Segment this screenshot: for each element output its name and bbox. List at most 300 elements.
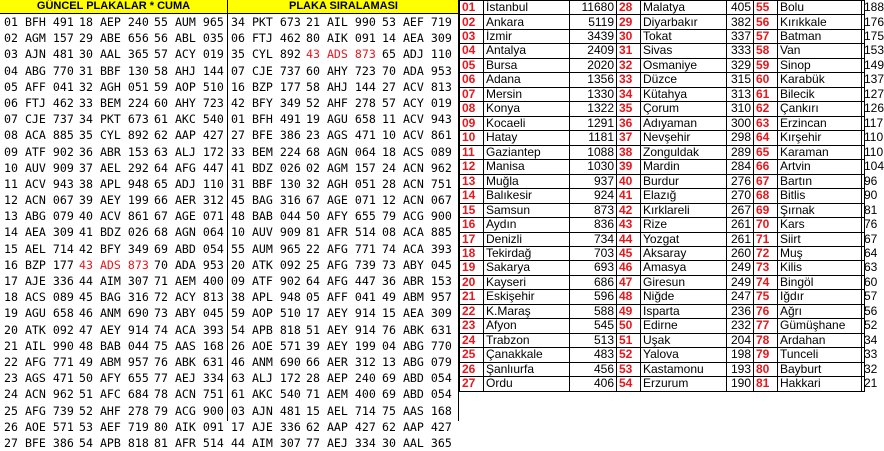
city-name: Konya [484,102,570,116]
plate-entry: 77 AEJ 334 [154,371,224,386]
plate-entry: 32 AGH 051 [79,79,149,94]
plate-entry: 18 AEP 240 [79,15,149,29]
city-count: 193 [727,362,754,376]
ranking-row [460,275,865,289]
city-count: 284 [727,160,754,174]
rank-number: 02 [460,15,484,29]
plate-entry: 11 ACV 943 [4,176,74,191]
rank-number: 32 [617,58,641,72]
city-name: Muğla [484,174,570,188]
plate-entry: 43 ADS 873 [79,257,149,272]
rank-number: 05 [460,58,484,72]
city-name: Denizli [484,232,570,246]
rank-number: 28 [617,1,641,15]
rank-number: 74 [754,275,778,289]
plate-entry: 33 BEM 224 [231,144,301,159]
plate-entry: 50 AFY 655 [306,209,376,224]
plate-entry: 02 AGM 157 [4,31,74,46]
plate-entry: 18 ACS 089 [382,144,452,159]
rank-number: 30 [617,29,641,43]
plate-entry: 65 ADJ 110 [382,47,452,62]
city-count: 67 [862,232,865,246]
current-plates-title: GÜNCEL PLAKALAR * CUMA [0,0,227,14]
city-count: 406 [570,377,617,391]
city-name: Eskişehir [484,290,570,304]
rank-number: 78 [754,333,778,347]
plate-entry: 70 ADA 953 [154,257,224,272]
rank-number: 29 [617,15,641,29]
plate-entry: 54 APB 818 [231,322,301,337]
city-count: 236 [727,304,754,318]
rank-number: 27 [460,377,484,391]
city-count: 329 [727,58,754,72]
city-count: 57 [862,290,865,304]
rank-number: 81 [754,377,778,391]
city-name: Muş [778,246,862,260]
city-count: 836 [570,218,617,232]
plate-entry: 23 AGS 471 [4,371,74,386]
plate-entry: 57 ACY 019 [154,47,224,62]
city-name: Yozgat [641,232,727,246]
rank-number: 17 [460,232,484,246]
city-count: 137 [862,73,865,87]
plate-entry: 63 ALJ 172 [231,371,301,386]
plate-entry: 52 AHF 278 [306,95,376,110]
rank-number: 26 [460,362,484,376]
plate-row [0,257,459,273]
rank-number: 23 [460,319,484,333]
rank-number: 55 [754,1,778,15]
rank-number: 31 [617,44,641,58]
city-name: Kocaeli [484,116,570,130]
plate-entry: 42 BFY 349 [231,95,301,110]
plate-entry: 28 AEP 240 [306,371,376,386]
plate-row [0,79,459,95]
plate-entry: 27 BFE 386 [231,128,301,143]
ranking-row [460,304,865,318]
rank-number: 25 [460,348,484,362]
city-count: 126 [862,102,865,116]
city-count: 249 [727,275,754,289]
ranking-row [460,232,865,246]
city-name: Bingöl [778,275,862,289]
city-count: 52 [862,319,865,333]
plate-entry: 44 AIM 307 [231,435,301,450]
rank-number: 44 [617,232,641,246]
rank-number: 04 [460,44,484,58]
city-count: 60 [862,275,865,289]
plate-entry: 01 BFH 491 [4,15,74,29]
rank-number: 14 [460,189,484,203]
rank-number: 64 [754,131,778,145]
plate-entry: 57 ACY 019 [382,95,452,110]
plate-entry: 62 AAP 427 [154,128,224,143]
ranking-row [460,261,865,275]
plate-row [0,63,459,79]
rank-number: 42 [617,203,641,217]
plate-entry: 56 ABL 035 [154,31,224,46]
plate-row [0,403,459,419]
plate-entry: 13 ABG 079 [382,354,452,369]
city-count: 127 [862,87,865,101]
ranking-row [460,362,865,376]
rank-number: 47 [617,275,641,289]
rank-number: 43 [617,218,641,232]
rank-number: 22 [460,304,484,318]
city-count: 937 [570,174,617,188]
plate-entry: 11 ACV 943 [382,112,452,127]
plate-entry: 73 ABY 045 [382,257,452,272]
plate-entry: 24 ACN 962 [4,387,74,402]
plate-entry: 08 ACA 885 [382,225,452,240]
city-name: Şanlıurfa [484,362,570,376]
plate-entry: 06 FTJ 462 [231,31,301,46]
city-count: 5119 [570,15,617,29]
plate-entry: 31 BBF 130 [231,176,301,191]
plate-row [0,241,459,257]
city-count: 33 [862,348,865,362]
plate-entry: 80 AIK 091 [306,31,376,46]
city-name: Amasya [641,261,727,275]
rank-number: 46 [617,261,641,275]
rank-number: 80 [754,362,778,376]
plate-entry: 80 AIK 091 [154,419,224,434]
plate-entry: 39 AEY 199 [79,193,149,208]
plate-entry: 74 ACA 393 [154,322,224,337]
city-count: 149 [862,58,865,72]
city-count: 261 [727,218,754,232]
rank-number: 57 [754,29,778,43]
city-name: Hatay [484,131,570,145]
plate-entry: 79 ACG 900 [382,209,452,224]
ranking-row [460,246,865,260]
rank-number: 33 [617,73,641,87]
rank-number: 52 [617,348,641,362]
rank-number: 48 [617,290,641,304]
city-count: 117 [862,116,865,130]
city-count: 1356 [570,73,617,87]
plate-entry: 26 AOE 571 [4,419,74,434]
plate-entry: 21 AIL 990 [306,15,376,29]
city-name: Uşak [641,333,727,347]
plate-entry: 47 AEY 914 [79,322,149,337]
city-name: Bilecik [778,87,862,101]
city-name: Şırnak [778,203,862,217]
plate-entry: 30 AAL 365 [382,435,452,450]
plate-entry: 61 AKC 540 [231,387,301,402]
ranking-row [460,44,865,58]
rank-number: 72 [754,246,778,260]
plate-row [0,322,459,338]
city-count: 456 [570,362,617,376]
plate-entry: 21 AIL 990 [4,338,74,353]
plate-entry: 76 ABK 631 [154,354,224,369]
plate-entry: 41 BDZ 026 [79,225,149,240]
plate-entry: 39 AEY 199 [306,338,376,353]
ranking-row [460,319,865,333]
city-count: 298 [727,131,754,145]
rank-number: 39 [617,160,641,174]
rank-number: 40 [617,174,641,188]
ranking-row [460,348,865,362]
plate-entry: 58 AHJ 144 [154,63,224,78]
plate-entry: 03 AJN 481 [231,403,301,418]
plate-entry: 32 AGH 051 [306,176,376,191]
plate-entry: 10 AUV 909 [231,225,301,240]
city-count: 261 [727,232,754,246]
plate-entry: 12 ACN 067 [4,193,74,208]
plate-entry: 69 ABD 054 [154,241,224,256]
plate-entry: 18 ACS 089 [4,290,74,305]
city-count: 337 [727,29,754,43]
plate-row [0,30,459,46]
rank-number: 06 [460,73,484,87]
plate-row [0,419,459,435]
rank-number: 38 [617,145,641,159]
city-count: 110 [862,145,865,159]
city-name: Karaman [778,145,862,159]
plate-entry: 46 ANM 690 [79,306,149,321]
city-count: 64 [862,246,865,260]
city-name: Sakarya [484,261,570,275]
plate-row [0,144,459,160]
city-count: 190 [727,377,754,391]
city-name: Mersin [484,87,570,101]
plate-entry: 66 AER 312 [306,354,376,369]
city-name: Hakkari [778,377,862,391]
plate-entry: 06 FTJ 462 [4,95,74,110]
rank-number: 08 [460,102,484,116]
rank-number: 51 [617,333,641,347]
rank-number: 67 [754,174,778,188]
plate-entry: 33 BEM 224 [79,95,149,110]
plate-entry: 55 AUM 965 [154,15,224,29]
city-name: Tokat [641,29,727,43]
rank-number: 65 [754,145,778,159]
city-name: Diyarbakır [641,15,727,29]
city-name: Gümüşhane [778,319,862,333]
city-name: Artvin [778,160,862,174]
plate-entry: 14 AEA 309 [4,225,74,240]
plate-entry: 16 BZP 177 [231,79,301,94]
city-name: Nevşehir [641,131,727,145]
plate-entry: 40 ACV 861 [79,209,149,224]
city-name: Kilis [778,261,862,275]
city-name: Balıkesir [484,189,570,203]
city-name: Iğdır [778,290,862,304]
city-count: 405 [727,1,754,15]
ranking-row [460,29,865,43]
city-count: 1088 [570,145,617,159]
city-count: 96 [862,174,865,188]
city-name: Afyon [484,319,570,333]
plate-entry: 26 AOE 571 [231,338,301,353]
plate-entry: 05 AFF 041 [306,290,376,305]
city-name: Aksaray [641,246,727,260]
city-name: Sinop [778,58,862,72]
ranking-table [459,0,884,392]
plate-row [0,224,459,240]
city-name: Çankırı [778,102,862,116]
city-name: Düzce [641,73,727,87]
plate-entry: 19 AGU 658 [306,112,376,127]
city-count: 153 [862,44,865,58]
plate-entry: 08 ACA 885 [4,128,74,143]
plate-entry: 79 ACG 900 [154,403,224,418]
plate-row [0,386,459,402]
plate-entry: 35 CYL 892 [231,47,301,62]
plate-entry: 24 ACN 962 [382,160,452,175]
ranking-row [460,58,865,72]
rank-number: 07 [460,87,484,101]
city-count: 260 [727,246,754,260]
plate-entry: 04 ABG 770 [4,63,74,78]
plate-entry: 19 AGU 658 [4,306,74,321]
city-count: 1291 [570,116,617,130]
plate-entry: 50 AFY 655 [79,371,149,386]
city-count: 276 [727,174,754,188]
city-count: 188 [862,1,865,15]
ranking-row [460,1,865,15]
rank-number: 71 [754,232,778,246]
city-name: Tunceli [778,348,862,362]
plate-entry: 02 AGM 157 [306,160,376,175]
city-count: 270 [727,189,754,203]
city-name: Samsun [484,203,570,217]
ranking-row [460,218,865,232]
rank-number: 10 [460,131,484,145]
plate-entry: 10 AUV 909 [4,160,74,175]
plate-entry: 69 ABD 054 [382,387,452,402]
rank-number: 70 [754,218,778,232]
rank-number: 53 [617,362,641,376]
rank-number: 19 [460,261,484,275]
city-name: Gaziantep [484,145,570,159]
city-name: Ardahan [778,333,862,347]
city-name: Giresun [641,275,727,289]
city-name: Bartın [778,174,862,188]
city-name: Trabzon [484,333,570,347]
city-count: 63 [862,261,865,275]
city-count: 734 [570,232,617,246]
plate-entry: 25 AFG 739 [4,403,74,418]
rank-number: 77 [754,319,778,333]
rank-number: 03 [460,29,484,43]
ranking-row [460,290,865,304]
rank-number: 75 [754,290,778,304]
plate-row [0,354,459,370]
rank-number: 60 [754,73,778,87]
rank-number: 58 [754,44,778,58]
plate-entry: 58 AHJ 144 [306,79,376,94]
city-name: Niğde [641,290,727,304]
plate-entry: 14 AEA 309 [382,31,452,46]
plate-row [0,435,459,451]
plate-entry: 55 AUM 965 [231,241,301,256]
city-count: 81 [862,203,865,217]
plate-entry: 42 BFY 349 [79,241,149,256]
city-count: 1030 [570,160,617,174]
plate-entry: 72 ACY 813 [154,290,224,305]
ranking-row [460,145,865,159]
city-count: 176 [862,15,865,29]
city-name: Kars [778,218,862,232]
city-name: Manisa [484,160,570,174]
plate-entry: 44 AIM 307 [79,274,149,288]
plate-entry: 15 AEL 714 [4,241,74,256]
city-name: Erzincan [778,116,862,130]
city-name: Kırklareli [641,203,727,217]
city-count: 204 [727,333,754,347]
city-count: 2409 [570,44,617,58]
ranking-table-body [460,0,884,392]
plate-row [0,370,459,386]
plate-entry: 75 AAS 168 [154,338,224,353]
plate-entry: 64 AFG 447 [306,274,376,288]
rank-number: 24 [460,333,484,347]
city-count: 873 [570,203,617,217]
rank-number: 34 [617,87,641,101]
city-count: 34 [862,333,865,347]
plate-entry: 62 AAP 427 [382,419,452,434]
rank-number: 61 [754,87,778,101]
city-count: 313 [727,87,754,101]
city-count: 686 [570,275,617,289]
plate-entry: 36 ABR 153 [79,144,149,159]
plate-entry: 65 ADJ 110 [154,176,224,191]
city-count: 545 [570,319,617,333]
rank-number: 12 [460,160,484,174]
city-name: Ankara [484,15,570,29]
rank-number: 16 [460,218,484,232]
city-count: 513 [570,333,617,347]
rank-number: 56 [754,15,778,29]
ranking-row [460,15,865,29]
city-count: 76 [862,218,865,232]
plate-entry: 09 ATF 902 [4,144,74,159]
rank-number: 20 [460,275,484,289]
plate-row [0,111,459,127]
ranking-row [460,102,865,116]
plate-entry: 22 AFG 771 [4,354,74,369]
plate-entry: 03 AJN 481 [4,47,74,62]
plate-entry: 10 ACV 861 [382,128,452,143]
rank-number: 01 [460,1,484,15]
rank-number: 11 [460,145,484,159]
city-name: Kırşehir [778,131,862,145]
city-name: Bursa [484,58,570,72]
plate-entry: 17 AJE 336 [231,419,301,434]
city-name: Ordu [484,377,570,391]
city-count: 247 [727,290,754,304]
city-name: İzmir [484,29,570,43]
ranking-row [460,174,865,188]
plate-entry: 67 AGE 071 [154,209,224,224]
rank-number: 73 [754,261,778,275]
city-count: 104 [862,160,865,174]
plate-entry: 52 AHF 278 [79,403,149,418]
city-name: Burdur [641,174,727,188]
plate-entry: 75 AAS 168 [382,403,452,418]
plate-entry: 66 AER 312 [154,193,224,208]
plate-entry: 77 AEJ 334 [306,435,376,450]
city-name: Bitlis [778,189,862,203]
plate-entry: 53 AEF 719 [382,15,452,29]
rank-number: 63 [754,116,778,130]
plate-entry: 78 ACN 751 [154,387,224,402]
plate-entry: 73 ABY 045 [154,306,224,321]
plate-entry: 38 APL 948 [231,290,301,305]
